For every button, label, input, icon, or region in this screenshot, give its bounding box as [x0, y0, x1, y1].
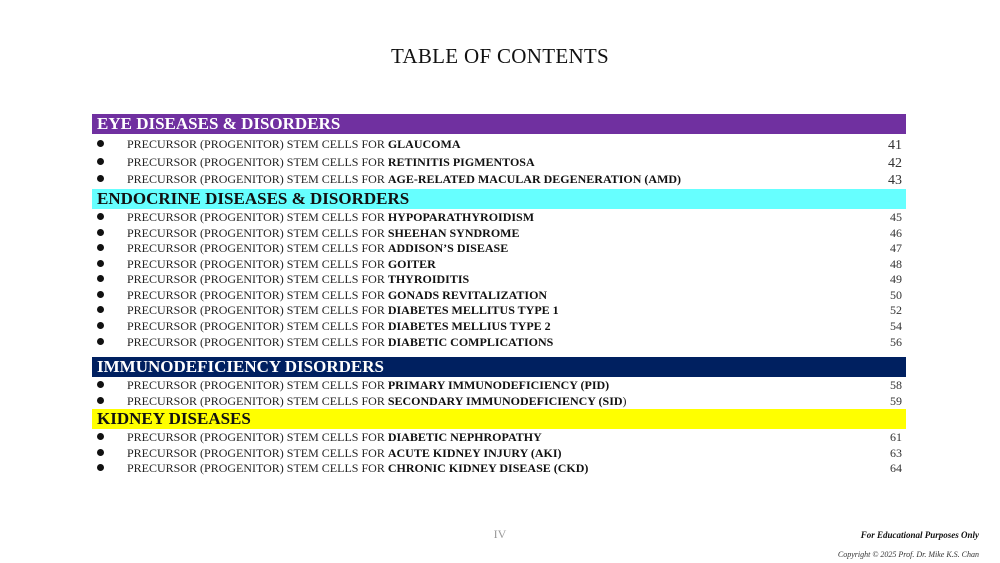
section-heading-immunodeficiency: IMMUNODEFICIENCY DISORDERS: [92, 357, 906, 377]
toc-entry-title: DIABETES MELLITUS TYPE 1: [387, 303, 559, 317]
section-heading-endocrine: ENDOCRINE DISEASES & DISORDERS: [92, 189, 906, 209]
toc-entry-prefix: PRECURSOR (PROGENITOR) STEM CELLS FOR: [127, 303, 388, 317]
toc-entry-text: [127, 445, 562, 461]
toc-entry-text: [127, 302, 559, 318]
bullet-icon: [97, 260, 104, 267]
bullet-icon: [97, 322, 104, 329]
toc-entry-text: [127, 318, 551, 334]
toc-entry-title: SECONDARY IMMUNODEFICIENCY (SID: [387, 394, 623, 408]
toc-entry-page: 64: [890, 461, 902, 475]
bullet-icon: [97, 338, 104, 345]
toc-entry-prefix: PRECURSOR (PROGENITOR) STEM CELLS FOR: [127, 210, 388, 224]
toc-entry-text: [127, 256, 436, 272]
toc-entry[interactable]: [92, 287, 906, 303]
bullet-icon: [97, 229, 104, 236]
toc-entry-text: [127, 225, 520, 241]
toc-entry-page: 48: [890, 257, 902, 271]
bullet-icon: [97, 449, 104, 456]
bullet-icon: [97, 433, 104, 440]
toc-entry-title: GOITER: [387, 257, 436, 271]
toc-entry[interactable]: [92, 271, 906, 287]
bullet-icon: [97, 397, 104, 404]
toc-entry-text: [127, 171, 681, 187]
toc-entry[interactable]: [92, 334, 906, 350]
toc-entry-prefix: PRECURSOR (PROGENITOR) STEM CELLS FOR: [127, 319, 388, 333]
toc-entry[interactable]: [92, 256, 906, 272]
toc-entry[interactable]: [92, 445, 906, 461]
toc-entry-text: [127, 393, 627, 409]
bullet-icon: [97, 175, 104, 182]
toc-entry-title: HYPOPARATHYROIDISM: [387, 210, 535, 224]
copyright-notice: Copyright © 2025 Prof. Dr. Mike K.S. Chan: [837, 550, 979, 559]
toc-entry-page: 63: [890, 446, 902, 460]
toc-entry[interactable]: [92, 209, 906, 225]
toc-entry-page: 42: [888, 156, 902, 171]
page-number: IV: [493, 527, 507, 541]
toc-entry-prefix: PRECURSOR (PROGENITOR) STEM CELLS FOR: [127, 257, 388, 271]
toc-entry[interactable]: [92, 393, 906, 409]
toc-entry[interactable]: [92, 377, 906, 393]
toc-entry-title: ACUTE KIDNEY INJURY (AKI): [387, 446, 562, 460]
bullet-icon: [97, 275, 104, 282]
toc-entry-page: 47: [890, 241, 902, 255]
toc-entry-page: 49: [890, 272, 902, 286]
toc-entry-prefix: PRECURSOR (PROGENITOR) STEM CELLS FOR: [127, 172, 388, 186]
toc-entry-title: DIABETIC COMPLICATIONS: [387, 335, 554, 349]
toc-entry-page: 52: [890, 303, 902, 317]
toc-entry[interactable]: [92, 136, 906, 152]
toc-entry-prefix: PRECURSOR (PROGENITOR) STEM CELLS FOR: [127, 430, 388, 444]
toc-entry-suffix: ): [622, 394, 627, 408]
toc-entry-title: THYROIDITIS: [387, 272, 470, 286]
bullet-icon: [97, 213, 104, 220]
toc-entry-title: GONADS REVITALIZATION: [387, 288, 548, 302]
page-title: TABLE OF CONTENTS: [390, 44, 610, 68]
toc-entry-title: PRIMARY IMMUNODEFICIENCY (PID): [387, 378, 610, 392]
toc-entry-title: RETINITIS PIGMENTOSA: [387, 155, 535, 169]
toc-entry-text: [127, 334, 553, 350]
toc-entry-prefix: PRECURSOR (PROGENITOR) STEM CELLS FOR: [127, 226, 388, 240]
toc-entry-page: 43: [888, 173, 902, 188]
toc-entry-text: [127, 136, 461, 152]
toc-entry-prefix: PRECURSOR (PROGENITOR) STEM CELLS FOR: [127, 137, 388, 151]
bullet-icon: [97, 291, 104, 298]
toc-entry-title: CHRONIC KIDNEY DISEASE (CKD): [387, 461, 589, 475]
section-heading-eye: EYE DISEASES & DISORDERS: [92, 114, 906, 134]
toc-entry-text: [127, 460, 588, 476]
toc-entry-prefix: PRECURSOR (PROGENITOR) STEM CELLS FOR: [127, 394, 388, 408]
toc-entry[interactable]: [92, 318, 906, 334]
toc-entry-text: [127, 377, 609, 393]
toc-entry-prefix: PRECURSOR (PROGENITOR) STEM CELLS FOR: [127, 461, 388, 475]
toc-entry-text: [127, 209, 534, 225]
section-heading-kidney: KIDNEY DISEASES: [92, 409, 906, 429]
toc-entry-prefix: PRECURSOR (PROGENITOR) STEM CELLS FOR: [127, 288, 388, 302]
toc-entry[interactable]: [92, 171, 906, 187]
toc-entry-title: GLAUCOMA: [387, 137, 461, 151]
educational-notice: For Educational Purposes Only: [860, 530, 979, 540]
toc-entry[interactable]: [92, 240, 906, 256]
toc-entry-page: 41: [888, 138, 902, 153]
toc-entry-page: 45: [890, 210, 902, 224]
toc-entry-prefix: PRECURSOR (PROGENITOR) STEM CELLS FOR: [127, 378, 388, 392]
toc-entry-page: 56: [890, 335, 902, 349]
bullet-icon: [97, 464, 104, 471]
toc-entry-page: 59: [890, 394, 902, 408]
toc-entry-title: SHEEHAN SYNDROME: [387, 226, 520, 240]
toc-entry-title: ADDISON’S DISEASE: [387, 241, 509, 255]
toc-entry-prefix: PRECURSOR (PROGENITOR) STEM CELLS FOR: [127, 155, 388, 169]
toc-entry-text: [127, 429, 542, 445]
toc-entry-prefix: PRECURSOR (PROGENITOR) STEM CELLS FOR: [127, 272, 388, 286]
bullet-icon: [97, 244, 104, 251]
toc-entry-title: AGE-RELATED MACULAR DEGENERATION (AMD): [387, 172, 682, 186]
toc-entry-text: [127, 287, 547, 303]
bullet-icon: [97, 381, 104, 388]
toc-entry-prefix: PRECURSOR (PROGENITOR) STEM CELLS FOR: [127, 446, 388, 460]
toc-entry-page: 58: [890, 378, 902, 392]
toc-entry-page: 54: [890, 319, 902, 333]
toc-entry[interactable]: [92, 225, 906, 241]
toc-entry-title: DIABETES MELLIUS TYPE 2: [387, 319, 551, 333]
toc-entry-page: 46: [890, 226, 902, 240]
bullet-icon: [97, 306, 104, 313]
toc-entry[interactable]: [92, 302, 906, 318]
toc-entry[interactable]: [92, 460, 906, 476]
toc-entry[interactable]: [92, 154, 906, 170]
toc-entry-text: [127, 240, 508, 256]
toc-entry-page: 50: [890, 288, 902, 302]
toc-entry-page: 61: [890, 430, 902, 444]
bullet-icon: [97, 158, 104, 165]
toc-entry-prefix: PRECURSOR (PROGENITOR) STEM CELLS FOR: [127, 241, 388, 255]
toc-entry[interactable]: [92, 429, 906, 445]
toc-entry-prefix: PRECURSOR (PROGENITOR) STEM CELLS FOR: [127, 335, 388, 349]
bullet-icon: [97, 140, 104, 147]
toc-entry-title: DIABETIC NEPHROPATHY: [387, 430, 542, 444]
toc-entry-text: [127, 271, 469, 287]
toc-entry-text: [127, 154, 535, 170]
